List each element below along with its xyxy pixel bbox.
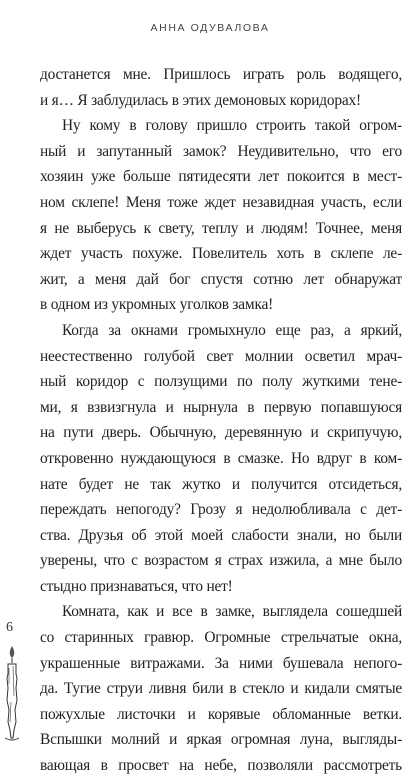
text-line: ном склепе! Меня тоже ждет незавидная участь, если — [40, 193, 402, 211]
text-line: пожухлые листочки и корявые обломанные ветки. — [40, 705, 402, 723]
text-line: переждать непогоду? Грозу я недолюбливала с дет- — [40, 501, 402, 519]
text-line: в одном из укромных уголков замка! — [40, 296, 274, 314]
text-line: достанется мне. Пришлось играть роль водящего, — [40, 66, 402, 83]
text-line: Ну кому в голову пришло строить такой огром- — [62, 117, 402, 135]
text-line: на пути дверь. Обычную, деревянную и скрипучую, — [40, 424, 402, 442]
text-line: украшенные витражами. За ними бушевала непого- — [40, 654, 402, 672]
text-line: ждет участь похуже. Повелитель хоть в склепе ле- — [40, 245, 402, 263]
text-line: откровенно нуждающуюся в смазке. Но вдруг в ком- — [40, 449, 402, 467]
text-line: ства. Друзья об этой моей слабости знали, но были — [40, 526, 402, 544]
running-header-author: АННА ОДУВАЛОВА — [150, 22, 270, 34]
text-line: и я… Я заблудилась в этих демоновых коридорах! — [40, 91, 361, 109]
text-line: Вспышки молний и яркая огромная луна, выгляды- — [40, 731, 402, 749]
page-body-text — [40, 62, 402, 779]
text-line: вающая в просвет на небе, позволяли рассмотреть — [40, 757, 402, 775]
text-line: Комната, как и все в замке, выглядела сошедшей — [62, 603, 402, 621]
text-line: со старинных гравюр. Огромные стрельчатые окна, — [40, 629, 402, 647]
text-line: нате будет не так жутко и получится отсидеться, — [40, 475, 402, 493]
candle-icon — [3, 644, 21, 744]
text-line: уверены, что с возрастом я страх изжила, а мне было — [40, 552, 402, 570]
text-line: Когда за окнами громыхнуло еще раз, а яркий, — [62, 321, 402, 339]
text-line: жит, а меня дай бог спустя сотню лет обнаружат — [40, 270, 402, 288]
text-line: ный и запутанный замок? Неудивительно, что его — [40, 142, 402, 160]
page-number: 6 — [6, 620, 13, 635]
text-line: ный коридор с ползущими по полу жуткими тене- — [40, 373, 402, 391]
text-line: да. Тугие струи ливня били в стекло и кидали смятые — [40, 680, 402, 698]
text-line: хозяин уже больше пятидесяти лет покоится в мест- — [40, 168, 402, 186]
text-line: неестественно голубой свет молнии осветил мрач- — [40, 347, 402, 365]
text-line: ми, я взвизгнула и нырнула в первую попавшуюся — [40, 398, 402, 416]
text-line: я не выберусь к свету, теплу и людям! Точнее, меня — [40, 219, 402, 237]
text-line: стыдно признаваться, что нет! — [40, 577, 233, 595]
